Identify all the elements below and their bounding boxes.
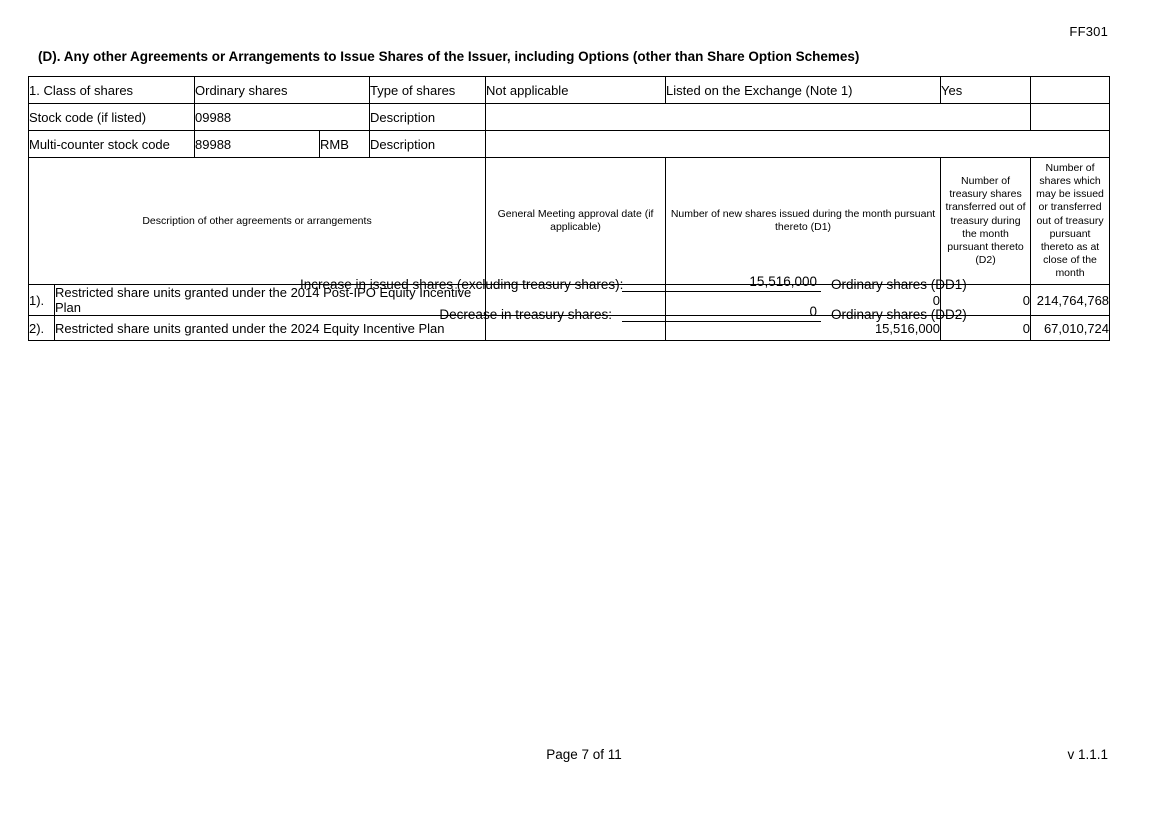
row-treasury-transferred: 0 bbox=[941, 285, 1031, 316]
value-increase-issued-shares: 15,516,000 bbox=[622, 274, 821, 292]
value-multi-counter-currency: RMB bbox=[320, 131, 370, 158]
column-header-may-be-issued: Number of shares which may be issued or transferred out of treasury pursuant thereto as at close of the month bbox=[1031, 158, 1110, 285]
value-listed-on-exchange: Yes bbox=[941, 77, 1031, 104]
section-title: (D). Any other Agreements or Arrangements to Issue Shares of the Issuer, including Options (other than Share Option Schemes) bbox=[38, 49, 860, 64]
column-header-new-shares-issued: Number of new shares issued during the month pursuant thereto (D1) bbox=[666, 158, 941, 285]
summary-row-increase bbox=[300, 274, 1000, 292]
label-type-of-shares: Type of shares bbox=[370, 77, 486, 104]
blank-cell-row1 bbox=[1031, 77, 1110, 104]
value-description-multi-counter bbox=[486, 131, 1110, 158]
label-description-stock-code: Description bbox=[370, 104, 486, 131]
label-decrease-treasury-shares: Decrease in treasury shares: bbox=[439, 307, 612, 322]
value-type-of-shares: Not applicable bbox=[486, 77, 666, 104]
column-header-approval-date: General Meeting approval date (if applicable) bbox=[486, 158, 666, 285]
unit-increase-issued-shares: Ordinary shares (DD1) bbox=[831, 277, 967, 292]
label-description-multi-counter: Description bbox=[370, 131, 486, 158]
summary-row-decrease bbox=[300, 304, 1000, 322]
row-index: 1). bbox=[29, 285, 55, 316]
form-code: FF301 bbox=[1069, 24, 1108, 39]
label-increase-issued-shares: Increase in issued shares (excluding treasury shares): bbox=[300, 277, 624, 292]
label-listed-on-exchange: Listed on the Exchange (Note 1) bbox=[666, 77, 941, 104]
page-number: Page 7 of 11 bbox=[546, 747, 622, 762]
column-header-description: Description of other agreements or arrangements bbox=[29, 158, 486, 285]
value-decrease-treasury-shares: 0 bbox=[622, 304, 821, 322]
value-description-stock-code bbox=[486, 104, 1031, 131]
row-index: 2). bbox=[29, 316, 55, 341]
row-treasury-transferred: 0 bbox=[941, 316, 1031, 341]
table-row bbox=[29, 104, 1110, 131]
summary-section bbox=[300, 274, 1000, 334]
table-column-headers bbox=[29, 158, 1110, 285]
document-version: v 1.1.1 bbox=[1067, 747, 1108, 762]
blank-cell-row2 bbox=[1031, 104, 1110, 131]
unit-decrease-treasury-shares: Ordinary shares (DD2) bbox=[831, 307, 967, 322]
row-description: Restricted share units granted under the 2014 Post-IPO Equity Incentive Plan bbox=[55, 285, 486, 316]
table-row bbox=[29, 131, 1110, 158]
value-stock-code: 09988 bbox=[195, 104, 370, 131]
row-new-shares-issued: 15,516,000 bbox=[666, 316, 941, 341]
label-class-of-shares: 1. Class of shares bbox=[29, 77, 195, 104]
row-may-be-issued: 214,764,768 bbox=[1031, 285, 1110, 316]
value-multi-counter-stock-code: 89988 bbox=[195, 131, 320, 158]
row-new-shares-issued: 0 bbox=[666, 285, 941, 316]
value-class-of-shares: Ordinary shares bbox=[195, 77, 370, 104]
row-may-be-issued: 67,010,724 bbox=[1031, 316, 1110, 341]
table-row bbox=[29, 77, 1110, 104]
label-stock-code: Stock code (if listed) bbox=[29, 104, 195, 131]
label-multi-counter-stock-code: Multi-counter stock code bbox=[29, 131, 195, 158]
column-header-treasury-transferred: Number of treasury shares transferred out of treasury during the month pursuant thereto (D2) bbox=[941, 158, 1031, 285]
row-description: Restricted share units granted under the 2024 Equity Incentive Plan bbox=[55, 316, 486, 341]
